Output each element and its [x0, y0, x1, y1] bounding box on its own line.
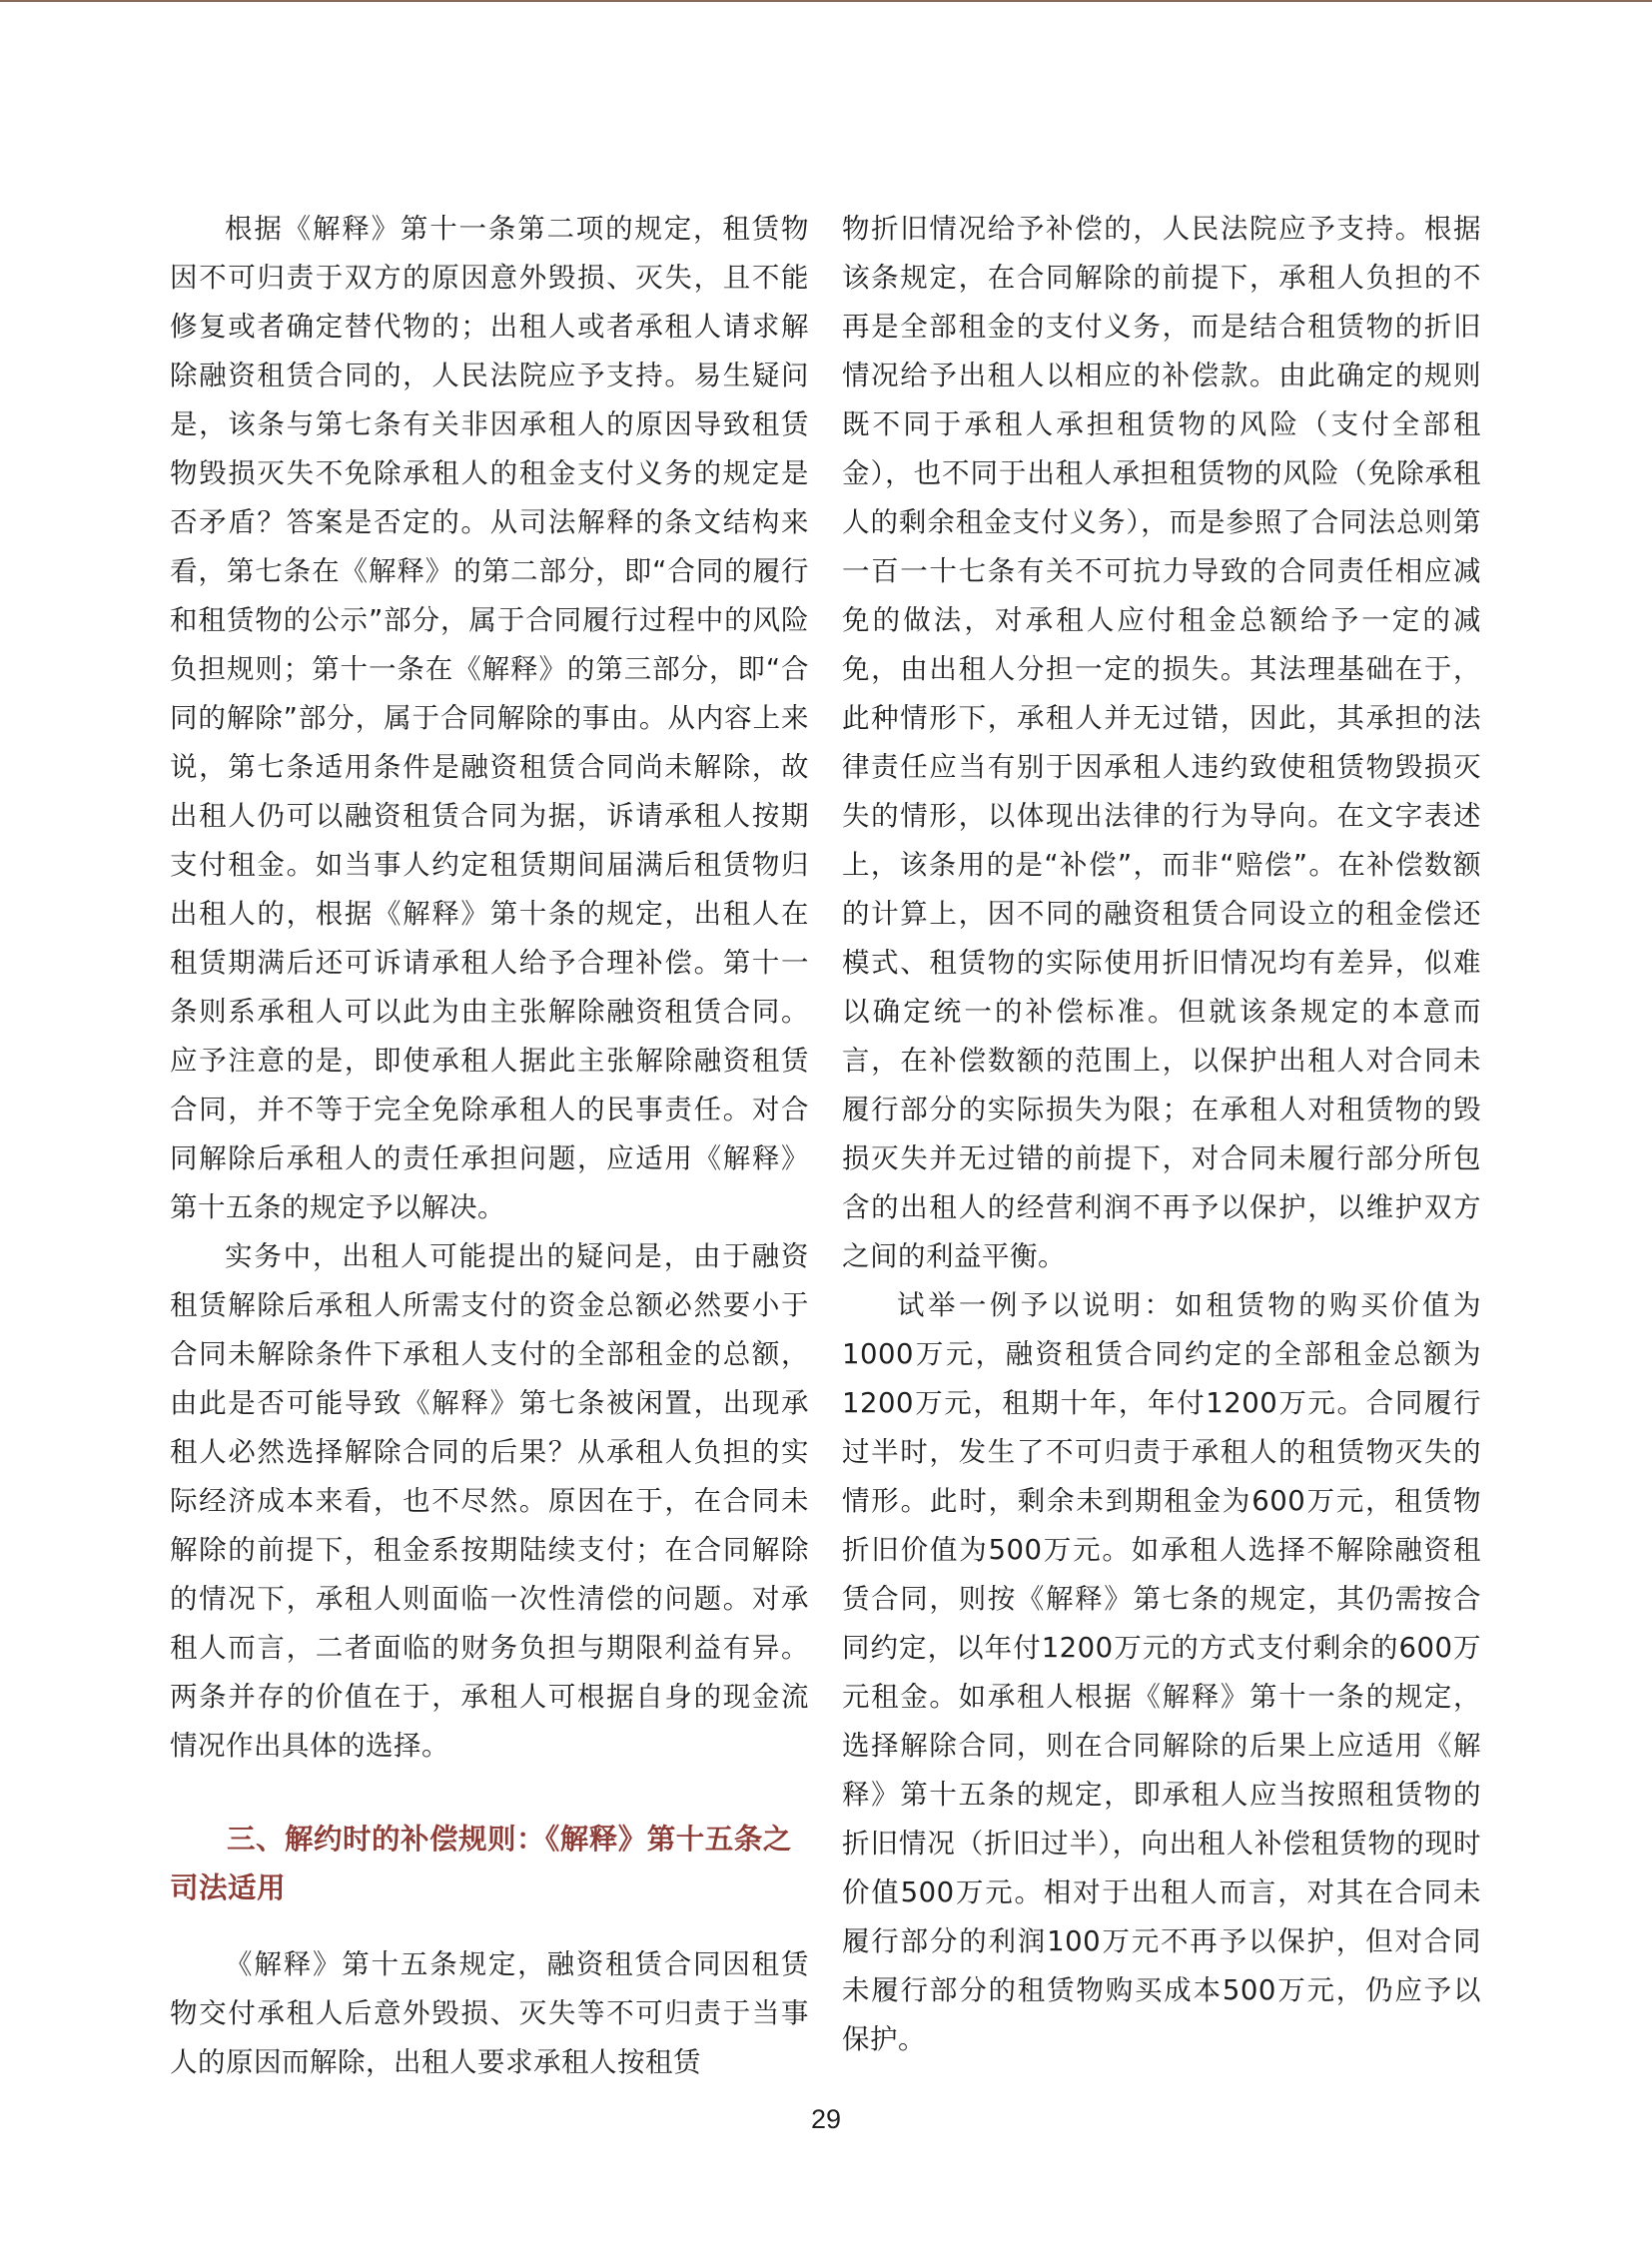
body-paragraph: 试举一例予以说明：如租赁物的购买价值为1000万元，融资租赁合同约定的全部租金总额为1200万元，租期十年，年付1200万元。合同履行过半时，发生了不可归责于承租人的租赁物灭失的情形。此时，剩余未到期租金为600万元，租赁物折旧价值为500万元。如承租人选择不解除融资租赁合同，则按《解释》第七条的规定，其仍需按合同约定，以年付1200万元的方式支付剩余的600万元租金。如承租人根据《解释》第十一条的规定，选择解除合同，则在合同解除的后果上应适用《解释》第十五条的规定，即承租人应当按照租赁物的折旧情况（折旧过半），向出租人补偿租赁物的现时价值500万元。相对于出租人而言，对其在合同未履行部分的利润100万元不再予以保护，但对合同未履行部分的租赁物购买成本500万元，仍应予以保护。: [842, 1289, 1481, 2055]
top-border-rule: [0, 0, 1652, 2]
right-column: [842, 205, 1481, 2064]
left-column: [170, 205, 809, 2087]
body-paragraph: 实务中，出租人可能提出的疑问是，由于融资租赁解除后承租人所需支付的资金总额必然要小于合同未解除条件下承租人支付的全部租金的总额，由此是否可能导致《解释》第七条被闲置，出现承租人必然选择解除合同的后果？从承租人负担的实际经济成本来看，也不尽然。原因在于，在合同未解除的前提下，租金系按期陆续支付；在合同解除的情况下，承租人则面临一次性清偿的问题。对承租人而言，二者面临的财务负担与期限利益有异。两条并存的价值在于，承租人可根据自身的现金流情况作出具体的选择。: [170, 1240, 809, 1762]
body-paragraph-continued: 物折旧情况给予补偿的，人民法院应予支持。根据该条规定，在合同解除的前提下，承租人负担的不再是全部租金的支付义务，而是结合租赁物的折旧情况给予出租人以相应的补偿款。由此确定的规则既不同于承租人承担租赁物的风险（支付全部租金），也不同于出租人承担租赁物的风险（免除承租人的剩余租金支付义务），而是参照了合同法总则第一百一十七条有关不可抗力导致的合同责任相应减免的做法，对承租人应付租金总额给予一定的减免，由出租人分担一定的损失。其法理基础在于，此种情形下，承租人并无过错，因此，其承担的法律责任应当有别于因承租人违约致使租赁物毁损灭失的情形，以体现出法律的行为导向。在文字表述上，该条用的是“补偿”，而非“赔偿”。在补偿数额的计算上，因不同的融资租赁合同设立的租金偿还模式、租赁物的实际使用折旧情况均有差异，似难以确定统一的补偿标准。但就该条规定的本意而言，在补偿数额的范围上，以保护出租人对合同未履行部分的实际损失为限；在承租人对租赁物的毁损灭失并无过错的前提下，对合同未履行部分所包含的出租人的经营利润不再予以保护，以维护双方之间的利益平衡。: [842, 213, 1481, 1272]
section-heading: 三、解约时的补偿规则：《解释》第十五条之司法适用: [170, 1822, 792, 1904]
body-paragraph: 《解释》第十五条规定，融资租赁合同因租赁物交付承租人后意外毁损、灭失等不可归责于当事人的原因而解除，出租人要求承租人按租赁: [170, 1948, 809, 2078]
body-paragraph: 根据《解释》第十一条第二项的规定，租赁物因不可归责于双方的原因意外毁损、灭失，且不能修复或者确定替代物的；出租人或者承租人请求解除融资租赁合同的，人民法院应予支持。易生疑问是，该条与第七条有关非因承租人的原因导致租赁物毁损灭失不免除承租人的租金支付义务的规定是否矛盾？答案是否定的。从司法解释的条文结构来看，第七条在《解释》的第二部分，即“合同的履行和租赁物的公示”部分，属于合同履行过程中的风险负担规则；第十一条在《解释》的第三部分，即“合同的解除”部分，属于合同解除的事由。从内容上来说，第七条适用条件是融资租赁合同尚未解除，故出租人仍可以融资租赁合同为据，诉请承租人按期支付租金。如当事人约定租赁期间届满后租赁物归出租人的，根据《解释》第十条的规定，出租人在租赁期满后还可诉请承租人给予合理补偿。第十一条则系承租人可以此为由主张解除融资租赁合同。应予注意的是，即使承租人据此主张解除融资租赁合同，并不等于完全免除承租人的民事责任。对合同解除后承租人的责任承担问题，应适用《解释》第十五条的规定予以解决。: [170, 213, 809, 1223]
page-number: 29: [810, 2104, 842, 2134]
